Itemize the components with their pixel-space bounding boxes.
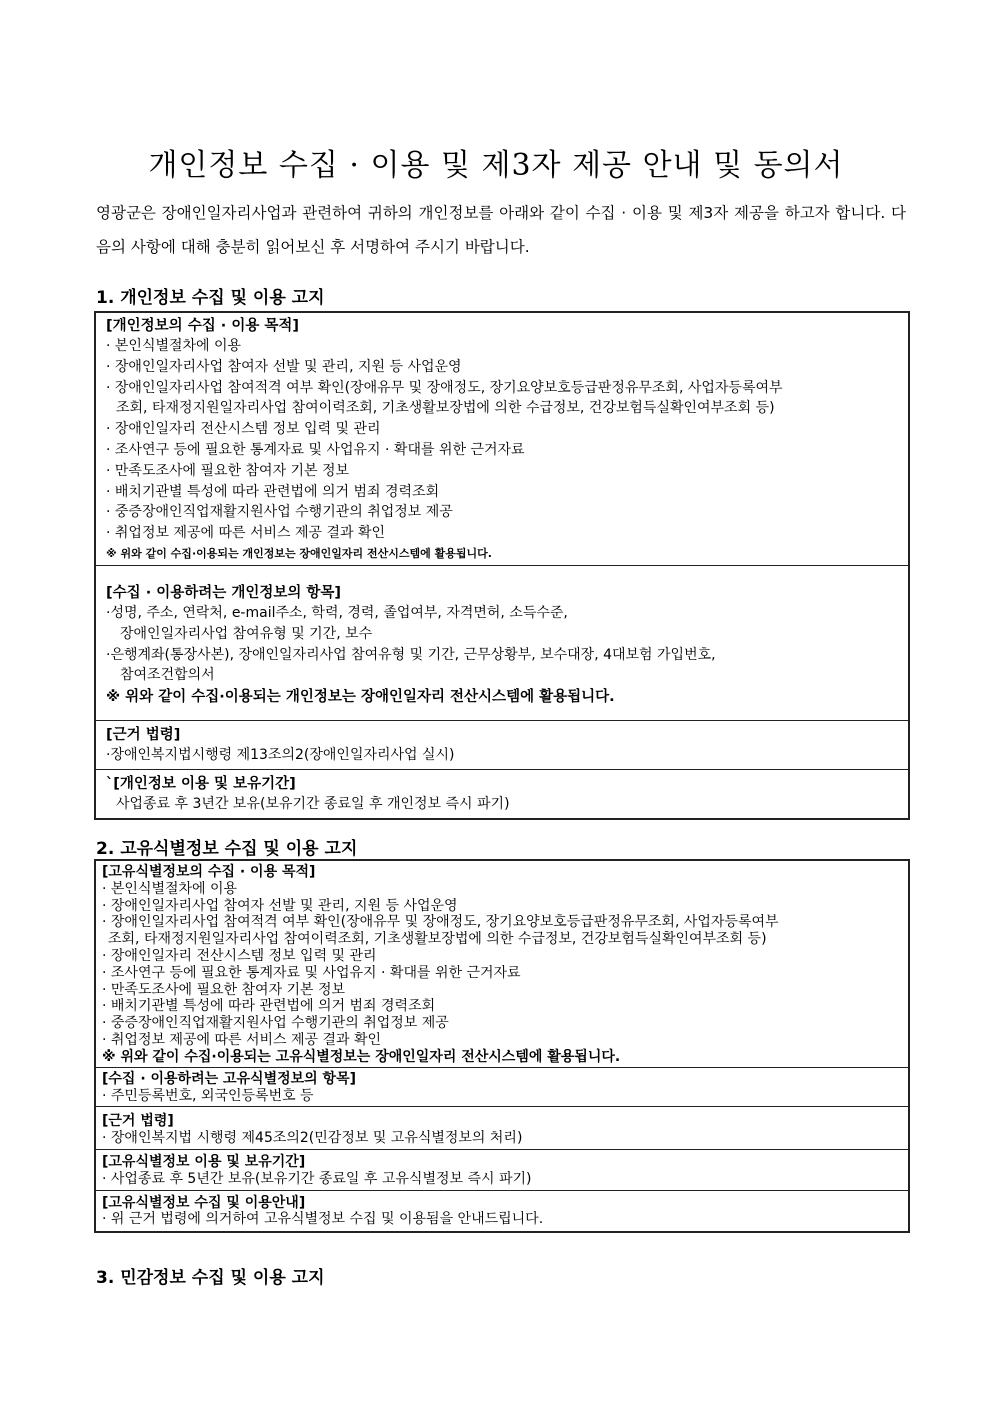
list-item: · 장애인일자리사업 참여자 선발 및 관리, 지원 등 사업운영: [106, 358, 462, 375]
section2-table: [94, 859, 910, 1233]
section2-guide-heading: [고유식별정보 수집 및 이용안내]: [102, 1194, 306, 1211]
list-item: 장애인일자리사업 참여유형 및 기간, 보수: [120, 625, 373, 642]
list-item: · 장애인일자리 전산시스템 정보 입력 및 관리: [106, 421, 381, 438]
section1-items-cell: [96, 565, 908, 720]
section2-law-heading: [근거 법령]: [102, 1113, 174, 1130]
section2-items-cell: [96, 1067, 908, 1107]
list-item: 조회, 타재정지원일자리사업 참여이력조회, 기초생활보장법에 의한 수급정보, 건강보험득실확인여부조회 등): [108, 931, 767, 948]
section2-law-cell: [96, 1106, 908, 1149]
section2-title: 2. 고유식별정보 수집 및 이용 고지: [96, 839, 358, 859]
list-item: · 장애인일자리사업 참여적격 여부 확인(장애유무 및 장애정도, 장기요양보호등급판정유무조회, 사업자등록여부: [106, 379, 783, 396]
list-item: · 취업정보 제공에 따른 서비스 제공 결과 확인: [102, 1031, 382, 1048]
list-item: · 장애인복지법 시행령 제45조의2(민감정보 및 고유식별정보의 처리): [102, 1130, 523, 1147]
list-item: 참여조건합의서: [120, 667, 215, 684]
list-item: · 만족도조사에 필요한 참여자 기본 정보: [106, 462, 350, 479]
section2-purpose-heading: [고유식별정보의 수집 · 이용 목적]: [102, 864, 316, 880]
section2-guide-cell: [96, 1190, 908, 1232]
list-item: ·장애인복지법시행령 제13조의2(장애인일자리사업 실시): [106, 747, 455, 764]
list-item: · 조사연구 등에 필요한 통계자료 및 사업유지 · 확대를 위한 근거자료: [102, 964, 521, 981]
section1-items-heading: [수집 · 이용하려는 개인정보의 항목]: [106, 584, 342, 601]
section2-period-cell: [96, 1149, 908, 1190]
list-item: · 위 근거 법령에 의거하여 고유식별정보 수집 및 이용됨을 안내드립니다.: [102, 1211, 544, 1228]
list-item: · 중증장애인직업재활지원사업 수행기관의 취업정보 제공: [106, 504, 453, 521]
section1-period-cell: [96, 769, 908, 818]
list-item: · 사업종료 후 5년간 보유(보유기간 종료일 후 고유식별정보 즉시 파기): [102, 1170, 532, 1187]
intro-paragraph: 영광군은 장애인일자리사업과 관련하여 귀하의 개인정보를 아래와 같이 수집 · 이용 및 제3자 제공을 하고자 합니다. 다음의 사항에 대해 충분히 읽어보신 후 서명하여 주시기 바랍니다.: [96, 204, 906, 256]
list-item: · 배치기관별 특성에 따라 관련법에 의거 범죄 경력조회: [106, 483, 440, 500]
list-item: · 만족도조사에 필요한 참여자 기본 정보: [102, 981, 346, 998]
section2-purpose-cell: [96, 861, 908, 1067]
section1-purpose-cell: [96, 313, 908, 565]
section1-period-heading: `[개인정보 이용 및 보유기간]: [106, 775, 296, 792]
list-item: · 주민등록번호, 외국인등록번호 등: [102, 1087, 314, 1104]
list-item: 사업종료 후 3년간 보유(보유기간 종료일 후 개인정보 즉시 파기): [116, 795, 510, 812]
section1-items-note: ※ 위와 같이 수집·이용되는 개인정보는 장애인일자리 전산시스템에 활용됩니다.: [106, 689, 615, 706]
list-item: · 장애인일자리사업 참여자 선발 및 관리, 지원 등 사업운영: [102, 897, 458, 914]
list-item: · 장애인일자리 전산시스템 정보 입력 및 관리: [102, 947, 377, 964]
list-item: · 본인식별절차에 이용: [106, 338, 242, 354]
list-item: 조회, 타재정지원일자리사업 참여이력조회, 기초생활보장법에 의한 수급정보, 건강보험득실확인여부조회 등): [116, 400, 775, 417]
list-item: ·성명, 주소, 연락처, e-mail주소, 학력, 경력, 졸업여부, 자격면허, 소득수준,: [106, 604, 568, 621]
section2-period-heading: [고유식별정보 이용 및 보유기간]: [102, 1153, 306, 1170]
section1-title: 1. 개인정보 수집 및 이용 고지: [96, 288, 325, 308]
list-item: · 본인식별절차에 이용: [102, 880, 238, 897]
section1-law-heading: [근거 법령]: [106, 727, 181, 744]
list-item: · 취업정보 제공에 따른 서비스 제공 결과 확인: [106, 525, 386, 542]
section1-purpose-note: ※ 위와 같이 수집·이용되는 개인정보는 장애인일자리 전산시스템에 활용됩니다.: [106, 546, 492, 560]
section1-purpose-list: [106, 336, 900, 544]
section1-table: [94, 311, 910, 820]
section2-purpose-note: ※ 위와 같이 수집·이용되는 고유식별정보는 장애인일자리 전산시스템에 활용됩니다.: [102, 1048, 621, 1065]
page-title: 개인정보 수집 · 이용 및 제3자 제공 안내 및 동의서: [148, 148, 844, 183]
section2-items-heading: [수집 · 이용하려는 고유식별정보의 항목]: [102, 1070, 356, 1087]
section3-title: 3. 민감정보 수집 및 이용 고지: [96, 1268, 325, 1288]
section1-purpose-heading: [개인정보의 수집 · 이용 목적]: [106, 318, 300, 334]
list-item: · 장애인일자리사업 참여적격 여부 확인(장애유무 및 장애정도, 장기요양보호등급판정유무조회, 사업자등록여부: [102, 914, 779, 931]
section1-law-cell: [96, 720, 908, 769]
list-item: · 조사연구 등에 필요한 통계자료 및 사업유지 · 확대를 위한 근거자료: [106, 441, 525, 458]
list-item: · 중증장애인직업재활지원사업 수행기관의 취업정보 제공: [102, 1015, 449, 1032]
list-item: · 배치기관별 특성에 따라 관련법에 의거 범죄 경력조회: [102, 998, 436, 1015]
list-item: ·은행계좌(통장사본), 장애인일자리사업 참여유형 및 기간, 근무상황부, 보수대장, 4대보험 가입번호,: [106, 646, 716, 663]
